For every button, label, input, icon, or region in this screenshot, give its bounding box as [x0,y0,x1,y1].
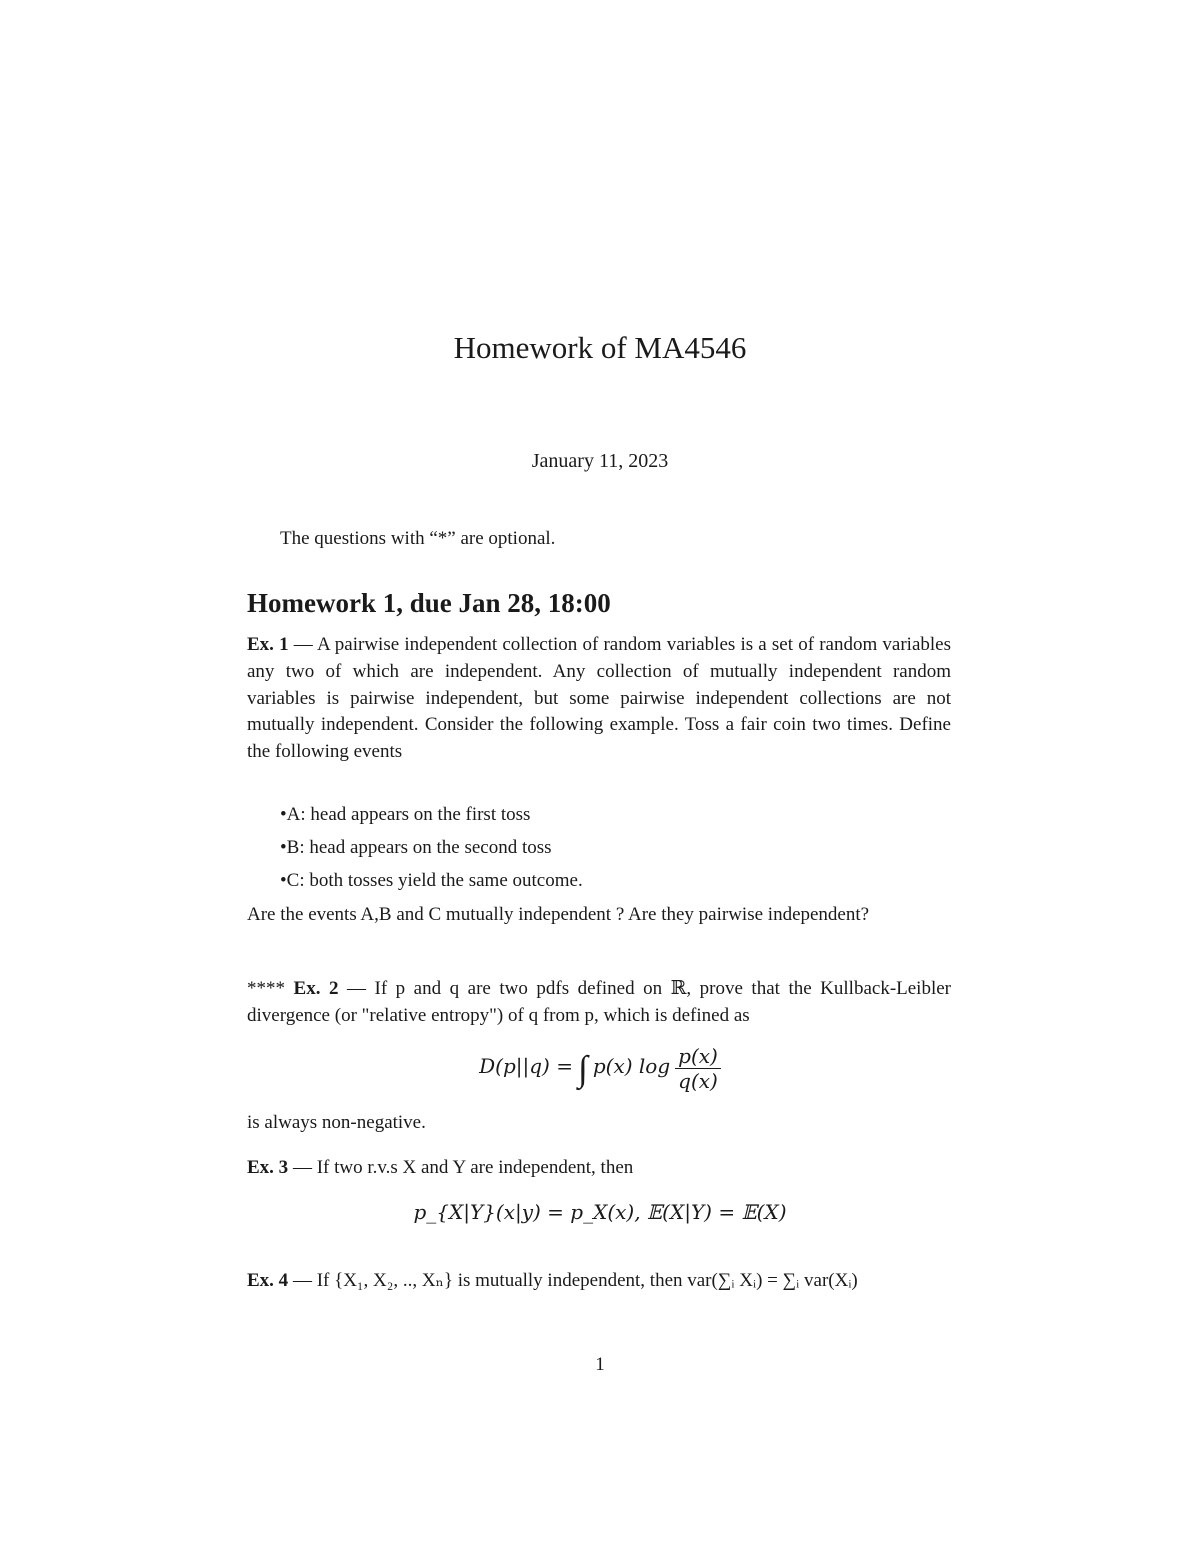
independence-formula: p_{X|Y}(x|y) = p_X(x), 𝔼(X|Y) = 𝔼(X) [413,1200,787,1224]
formula-numerator: p(x) [675,1044,721,1069]
exercise-2 [247,976,951,1030]
formula-integrand: p(x) log [592,1054,671,1079]
list-item: •C: both tosses yield the same outcome. [280,870,583,891]
exercise-1 [247,632,951,766]
exercise-1-dash: — [293,634,313,655]
page-number: 1 [595,1354,605,1375]
section-heading: Homework 1, due Jan 28, 18:00 [247,588,611,618]
list-item: •B: head appears on the second toss [280,837,552,858]
exercise-3-label: Ex. 3 [247,1157,289,1178]
exercise-4-label: Ex. 4 [247,1270,289,1291]
exercise-1-question: Are the events A,B and C mutually independent ? Are they pairwise independent? [247,904,870,925]
exercise-4-text: If {X₁, X₂, .., Xₙ} is mutually independent, then var(∑ᵢ Xᵢ) = ∑ᵢ var(Xᵢ) [316,1270,858,1291]
optional-note: The questions with “*” are optional. [280,528,556,549]
exercise-1-text: A pairwise independent collection of random variables is a set of random variables any two of which are independent. Any collection of mutually independent random variables is pairwise independent, but some pairwise independent collections are not mutually independent. Consider the following example. Toss a fair coin two times. Define the following events [247,634,951,763]
list-item: •A: head appears on the first toss [280,804,531,825]
exercise-3 [247,1155,951,1182]
exercise-3-dash: — [292,1157,312,1178]
exercise-2-label: Ex. 2 [293,978,339,999]
exercise-2-stars: **** [247,978,285,999]
integral-icon: ∫ [577,1048,588,1089]
document-title: Homework of MA4546 [453,330,747,365]
exercise-4-dash: — [292,1270,312,1291]
formula-lhs: D(p||q) = [479,1054,573,1079]
exercise-2-conclusion: is always non-negative. [247,1112,426,1133]
kl-divergence-formula [0,1044,1200,1093]
formula-fraction [675,1044,721,1093]
document-date: January 11, 2023 [531,450,669,472]
exercise-1-events-list [280,798,583,897]
exercise-1-label: Ex. 1 [247,634,289,655]
exercise-2-text: If p and q are two pdfs defined on ℝ, prove that the Kullback-Leibler divergence (or "relative entropy") of q from p, which is defined as [247,978,951,1026]
exercise-3-text: If two r.v.s X and Y are independent, then [316,1157,634,1178]
exercise-4 [247,1268,951,1295]
formula-denominator: q(x) [678,1069,718,1093]
exercise-2-dash: — [346,978,366,999]
